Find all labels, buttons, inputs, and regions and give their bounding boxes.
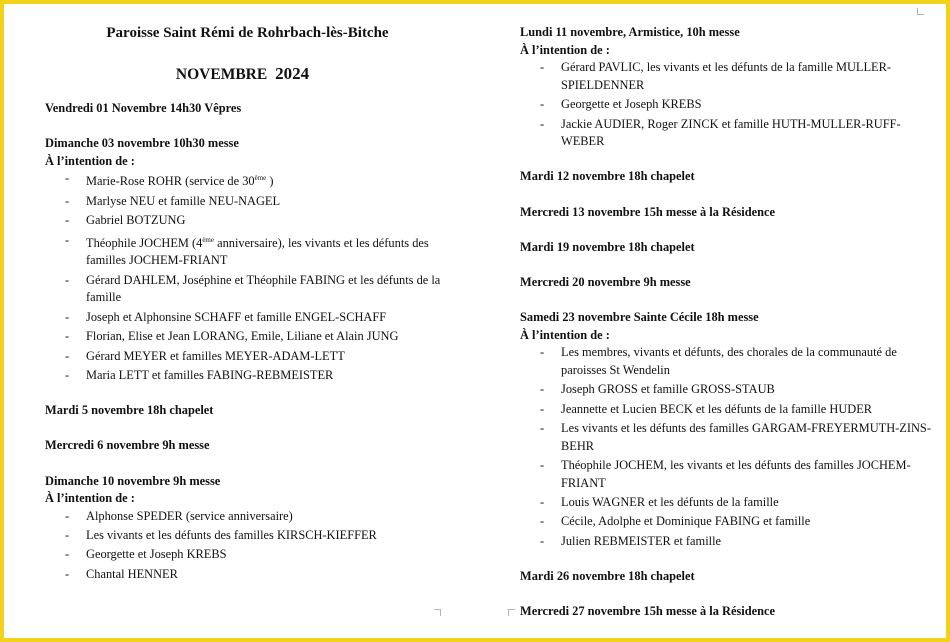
margin-mark <box>917 8 924 15</box>
month-heading <box>45 65 440 84</box>
intention-item: - Les membres, vivants et défunts, des chorales de la communauté de paroisses St Wendelin <box>520 344 940 379</box>
event-heading: Mercredi 6 novembre 9h messe <box>45 438 210 453</box>
month-name: NOVEMBRE <box>175 66 268 83</box>
intention-item: - Théophile JOCHEM (4ème anniversaire), les vivants et les défunts des familles JOCHEM-FRIANT <box>45 232 465 270</box>
intention-item: - Maria LETT et familles FABING-REBMEISTER <box>45 367 465 385</box>
margin-mark <box>434 609 441 616</box>
left-column <box>45 24 465 585</box>
intention-item: - Chantal HENNER <box>45 566 465 584</box>
event-heading: Mardi 12 novembre 18h chapelet <box>520 169 695 184</box>
event-heading: Mardi 5 novembre 18h chapelet <box>45 403 214 418</box>
intention-item: - Gérard PAVLIC, les vivants et les défunts de la famille MULLER-SPIELDENNER <box>520 59 940 94</box>
intention-label: À l’intention de : <box>520 327 610 342</box>
intention-item: - Georgette et Joseph KREBS <box>45 546 465 564</box>
intention-item: - Julien REBMEISTER et famille <box>520 533 940 551</box>
intention-item: - Marie-Rose ROHR (service de 30ème ) <box>45 170 465 191</box>
right-column <box>520 24 940 621</box>
event-heading: Dimanche 03 novembre 10h30 messe <box>45 136 239 151</box>
intention-list <box>45 508 465 584</box>
intention-item: - Jeannette et Lucien BECK et les défunts de la famille HUDER <box>520 401 940 419</box>
event-heading: Lundi 11 novembre, Armistice, 10h messe <box>520 25 740 39</box>
event-heading: Mardi 19 novembre 18h chapelet <box>520 239 695 254</box>
intention-item: - Théophile JOCHEM, les vivants et les défunts des familles JOCHEM-FRIANT <box>520 457 940 492</box>
intention-item: - Les vivants et les défunts des familles KIRSCH-KIEFFER <box>45 527 465 545</box>
intention-list <box>520 344 940 550</box>
event-heading: Mercredi 27 novembre 15h messe à la Résidence <box>520 604 775 619</box>
margin-mark <box>508 609 515 616</box>
intention-label: À l’intention de : <box>45 491 135 506</box>
intention-item: - Marlyse NEU et famille NEU-NAGEL <box>45 193 465 211</box>
parish-title: Paroisse Saint Rémi de Rohrbach-lès-Bitche <box>106 25 389 41</box>
intention-item: - Georgette et Joseph KREBS <box>520 96 940 114</box>
event-heading: Mercredi 20 novembre 9h messe <box>520 274 691 289</box>
intention-label: À l’intention de : <box>45 153 135 168</box>
intention-item: - Cécile, Adolphe et Dominique FABING et famille <box>520 513 940 531</box>
intention-item: - Jackie AUDIER, Roger ZINCK et famille HUTH-MULLER-RUFF-WEBER <box>520 116 940 151</box>
event-heading: Vendredi 01 Novembre 14h30 Vêpres <box>45 101 242 115</box>
intention-label: À l’intention de : <box>520 42 610 57</box>
intention-item: - Gérard DAHLEM, Joséphine et Théophile FABING et les défunts de la famille <box>45 272 465 307</box>
intention-item: - Joseph GROSS et famille GROSS-STAUB <box>520 381 940 399</box>
event-heading: Samedi 23 novembre Sainte Cécile 18h messe <box>520 310 759 325</box>
intention-item: - Gérard MEYER et familles MEYER-ADAM-LETT <box>45 348 465 366</box>
intention-list <box>520 59 940 151</box>
intention-item: - Gabriel BOTZUNG <box>45 212 465 230</box>
event-heading: Dimanche 10 novembre 9h messe <box>45 473 221 488</box>
intention-item: - Louis WAGNER et les défunts de la famille <box>520 494 940 512</box>
event-heading: Mardi 26 novembre 18h chapelet <box>520 568 695 583</box>
intention-item: - Les vivants et les défunts des familles GARGAM-FREYERMUTH-ZINS-BEHR <box>520 420 940 455</box>
month-year: 2024 <box>275 64 310 83</box>
intention-item: - Alphonse SPEDER (service anniversaire) <box>45 508 465 526</box>
intention-item: - Joseph et Alphonsine SCHAFF et famille ENGEL-SCHAFF <box>45 309 465 327</box>
intention-item: - Florian, Elise et Jean LORANG, Emile, Liliane et Alain JUNG <box>45 328 465 346</box>
intention-list <box>45 170 465 384</box>
event-heading: Mercredi 13 novembre 15h messe à la Résidence <box>520 204 775 219</box>
